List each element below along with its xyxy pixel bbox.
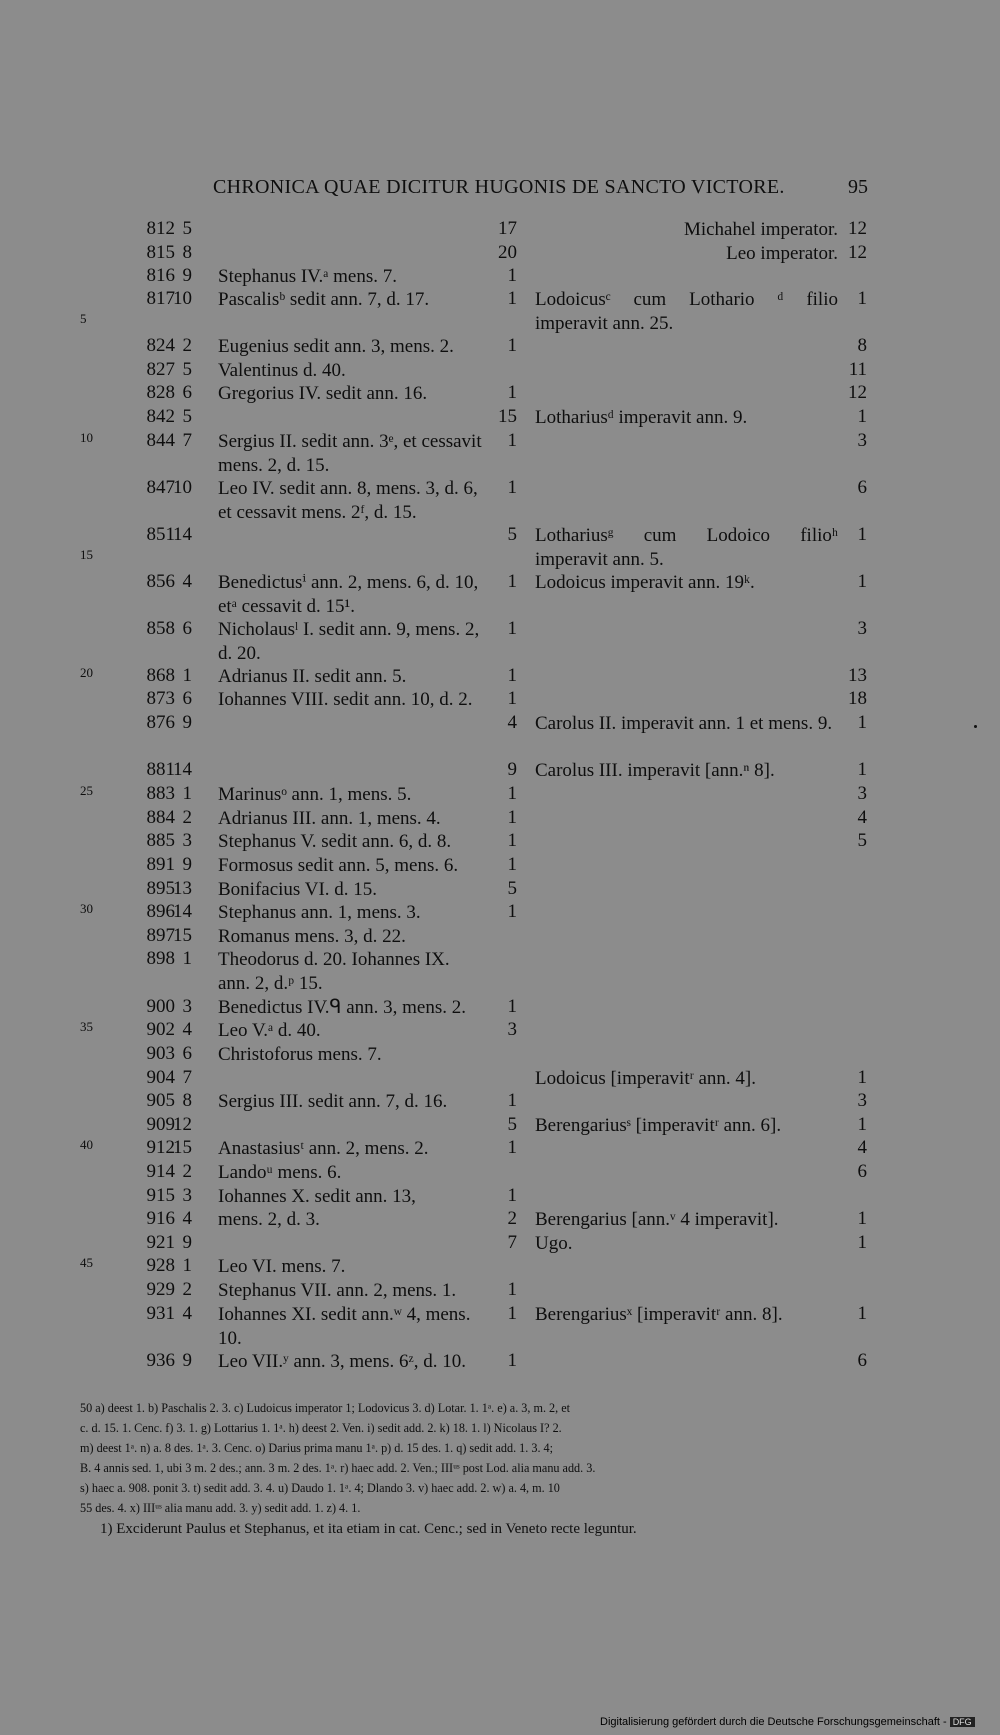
emperor-count: 1 (857, 1303, 867, 1324)
remark-note: 1) Exciderunt Paulus et Stephanus, et ita etiam in cat. Cenc.; sed in Veneto recte leguntur. (100, 1521, 637, 1537)
pope-entry: Iohannes VIII. sedit ann. 10, d. 2. (218, 689, 473, 710)
index-cell: 14 (173, 901, 192, 922)
pope-count: 1 (507, 618, 517, 639)
year-cell: 903 (146, 1043, 175, 1064)
year-cell: 844 (146, 430, 175, 451)
pope-entry: Sergius II. sedit ann. 3ᵉ, et cessavit mens. 2, d. 15. (218, 431, 482, 476)
pope-count: 1 (507, 1185, 517, 1206)
index-cell: 2 (182, 1279, 192, 1300)
pope-entry: Bonifacius VI. d. 15. (218, 879, 378, 900)
emperor-count: 1 (857, 1114, 867, 1135)
index-cell: 3 (182, 996, 192, 1017)
emperor-entry: Ugo. (535, 1233, 573, 1254)
index-cell: 1 (182, 948, 192, 969)
pope-entry: Anastasiusᵗ ann. 2, mens. 2. (218, 1138, 429, 1159)
emperor-count: 12 (848, 218, 867, 239)
line-number: 20 (80, 665, 93, 680)
footer-credit (600, 1716, 1000, 1728)
emperor-count: 4 (857, 1137, 867, 1158)
pope-entry: Stephanus V. sedit ann. 6, d. 8. (218, 831, 452, 852)
index-cell: 4 (182, 1303, 192, 1324)
pope-count: 1 (507, 265, 517, 286)
pope-count: 1 (507, 1303, 517, 1324)
pope-entry: Landoᵘ mens. 6. (218, 1162, 342, 1183)
emperor-count: 4 (857, 807, 867, 828)
pope-entry: Romanus mens. 3, d. 22. (218, 926, 406, 947)
year-cell: 883 (146, 783, 175, 804)
year-cell: 891 (146, 854, 175, 875)
pope-count: 1 (507, 665, 517, 686)
year-cell: 896 (146, 901, 175, 922)
footer-text: Digitalisierung gefördert durch die Deutsche Forschungsgemeinschaft - (600, 1716, 947, 1728)
year-cell: 902 (146, 1019, 175, 1040)
year-cell: 827 (146, 359, 175, 380)
pope-count: 1 (507, 1279, 517, 1300)
index-cell: 9 (182, 1350, 192, 1371)
pope-entry: Valentinus d. 40. (218, 360, 346, 381)
scan-speck (974, 725, 977, 728)
pope-count: 3 (507, 1019, 517, 1040)
pope-entry: Leo VII.ʸ ann. 3, mens. 6ᶻ, d. 10. (218, 1351, 466, 1372)
pope-count: 1 (507, 382, 517, 403)
index-cell: 7 (182, 1067, 192, 1088)
year-cell: 884 (146, 807, 175, 828)
pope-entry: Sergius III. sedit ann. 7, d. 16. (218, 1091, 448, 1112)
emperor-count: 18 (848, 688, 867, 709)
footnote-line: c. d. 15. 1. Cenc. f) 3. 1. g) Lottarius 1. 1ᵃ. h) deest 2. Ven. i) sedit add. 2. k) 18. 1. l) Nicolaus I? 2. (80, 1421, 562, 1435)
emperor-count: 13 (848, 665, 867, 686)
year-cell: 881 (146, 759, 175, 780)
year-cell: 929 (146, 1279, 175, 1300)
emperor-count: 6 (857, 1161, 867, 1182)
index-cell: 4 (182, 1208, 192, 1229)
emperor-count: 11 (848, 359, 867, 380)
emperor-entry: Carolus II. imperavit ann. 1 et mens. 9. (535, 713, 833, 734)
index-cell: 2 (182, 807, 192, 828)
index-cell: 7 (182, 430, 192, 451)
index-cell: 1 (182, 1255, 192, 1276)
emperor-entry: Lothariusᵍ cum Lodoico filioʰ imperavit ann. 5. (535, 525, 838, 570)
footnote-line: 50 a) deest 1. b) Paschalis 2. 3. c) Ludoicus imperator 1; Lodovicus 3. d) Lotar. 1. 1ᵃ. e) a. 3, m. 2, et (80, 1401, 571, 1415)
index-cell: 4 (182, 1019, 192, 1040)
emperor-entry: Michahel imperator. (683, 219, 838, 240)
index-cell: 2 (182, 335, 192, 356)
emperor-entry: Lodoicusᶜ cum Lothario ᵈ filio imperavit ann. 25. (535, 289, 838, 334)
pope-count: 5 (507, 878, 517, 899)
pope-count: 5 (507, 1114, 517, 1135)
index-cell: 14 (173, 759, 192, 780)
year-cell: 858 (146, 618, 175, 639)
emperor-count: 8 (857, 335, 867, 356)
index-cell: 3 (182, 1185, 192, 1206)
pope-count: 9 (507, 759, 517, 780)
year-cell: 851 (146, 524, 175, 545)
pope-count: 1 (507, 335, 517, 356)
pope-count: 1 (507, 430, 517, 451)
year-cell: 916 (146, 1208, 175, 1229)
pope-entry: Nicholausˡ I. sedit ann. 9, mens. 2, d. 20. (218, 619, 480, 664)
pope-entry: Benedictus IV.ᑫ ann. 3, mens. 2. (218, 997, 467, 1018)
pope-entry: Leo VI. mens. 7. (218, 1256, 346, 1277)
emperor-count: 5 (857, 830, 867, 851)
pope-count: 1 (507, 688, 517, 709)
pope-count: 1 (507, 830, 517, 851)
pope-count: 1 (507, 477, 517, 498)
year-cell: 817 (146, 288, 175, 309)
pope-count: 4 (507, 712, 517, 733)
page-number: 95 (848, 176, 868, 198)
index-cell: 10 (173, 288, 192, 309)
year-cell: 915 (146, 1185, 175, 1206)
index-cell: 4 (182, 571, 192, 592)
year-cell: 936 (146, 1350, 175, 1371)
emperor-count: 12 (848, 242, 867, 263)
pope-entry: Stephanus VII. ann. 2, mens. 1. (218, 1280, 457, 1301)
index-cell: 6 (182, 618, 192, 639)
year-cell: 898 (146, 948, 175, 969)
index-cell: 1 (182, 665, 192, 686)
pope-entry: Marinusᵒ ann. 1, mens. 5. (218, 784, 412, 805)
pope-entry: Iohannes XI. sedit ann.ʷ 4, mens. 10. (218, 1304, 471, 1349)
emperor-count: 6 (857, 477, 867, 498)
pope-count: 1 (507, 1090, 517, 1111)
line-number: 10 (80, 430, 93, 445)
pope-count: 7 (507, 1232, 517, 1253)
year-cell: 905 (146, 1090, 175, 1111)
emperor-count: 12 (848, 382, 867, 403)
year-cell: 928 (146, 1255, 175, 1276)
pope-count: 17 (498, 218, 517, 239)
year-cell: 824 (146, 335, 175, 356)
index-cell: 9 (182, 712, 192, 733)
emperor-entry: Lothariusᵈ imperavit ann. 9. (535, 407, 748, 428)
emperor-count: 6 (857, 1350, 867, 1371)
index-cell: 14 (173, 524, 192, 545)
emperor-count: 3 (857, 618, 867, 639)
footnote-line: 55 des. 4. x) IIIᵘˢ alia manu add. 3. y) sedit add. 1. z) 4. 1. (80, 1501, 361, 1515)
emperor-entry: Leo imperator. (726, 243, 838, 264)
index-cell: 9 (182, 1232, 192, 1253)
line-number: 30 (80, 901, 93, 916)
index-cell: 5 (182, 359, 192, 380)
line-number: 15 (80, 547, 93, 562)
emperor-count: 3 (857, 430, 867, 451)
index-cell: 9 (182, 854, 192, 875)
pope-count: 1 (507, 901, 517, 922)
footnote-line: m) deest 1ᵃ. n) a. 8 des. 1ᵃ. 3. Cenc. o) Darius prima manu 1ᵃ. p) d. 15 des. 1. q) sedit add. 1. 3. 4; (80, 1441, 554, 1455)
year-cell: 856 (146, 571, 175, 592)
emperor-count: 1 (857, 1208, 867, 1229)
pope-entry: Theodorus d. 20. Iohannes IX. ann. 2, d.ᵖ 15. (218, 949, 450, 994)
year-cell: 931 (146, 1303, 175, 1324)
index-cell: 10 (173, 477, 192, 498)
index-cell: 12 (173, 1114, 192, 1135)
year-cell: 885 (146, 830, 175, 851)
pope-entry: Stephanus ann. 1, mens. 3. (218, 902, 421, 923)
index-cell: 1 (182, 783, 192, 804)
line-number: 45 (80, 1255, 93, 1270)
index-cell: 15 (173, 925, 192, 946)
emperor-entry: Lodoicus imperavit ann. 19ᵏ. (535, 572, 755, 593)
index-cell: 6 (182, 688, 192, 709)
pope-entry: Christoforus mens. 7. (218, 1044, 382, 1065)
footnote-line: s) haec a. 908. ponit 3. t) sedit add. 3. 4. u) Daudo 1. 1ᵃ. 4; Dlando 3. v) haec add. 2. w) a. 4, m. 10 (80, 1481, 560, 1495)
index-cell: 13 (173, 878, 192, 899)
year-cell: 828 (146, 382, 175, 403)
pope-count: 20 (498, 242, 517, 263)
pope-entry: Adrianus II. sedit ann. 5. (218, 666, 407, 687)
pope-count: 15 (498, 406, 517, 427)
pope-count: 1 (507, 996, 517, 1017)
emperor-count: 1 (857, 571, 867, 592)
year-cell: 900 (146, 996, 175, 1017)
emperor-count: 3 (857, 783, 867, 804)
year-cell: 847 (146, 477, 175, 498)
emperor-count: 1 (857, 406, 867, 427)
pope-entry: Adrianus III. ann. 1, mens. 4. (218, 808, 441, 829)
emperor-count: 1 (857, 1067, 867, 1088)
pope-entry: Formosus sedit ann. 5, mens. 6. (218, 855, 459, 876)
pope-entry: Benedictusⁱ ann. 2, mens. 6, d. 10, etᵃ cessavit d. 15¹. (218, 572, 479, 617)
emperor-count: 1 (857, 524, 867, 545)
index-cell: 5 (182, 218, 192, 239)
pope-count: 1 (507, 1137, 517, 1158)
page-title: CHRONICA QUAE DICITUR HUGONIS DE SANCTO VICTORE. (213, 176, 785, 198)
year-cell: 909 (146, 1114, 175, 1135)
pope-entry: Leo V.ᵃ d. 40. (218, 1020, 321, 1041)
emperor-count: 1 (857, 1232, 867, 1253)
line-number: 40 (80, 1137, 93, 1152)
line-number: 25 (80, 783, 93, 798)
year-cell: 921 (146, 1232, 175, 1253)
index-cell: 8 (182, 1090, 192, 1111)
emperor-entry: Lodoicus [imperavitʳ ann. 4]. (535, 1068, 756, 1089)
emperor-count: 3 (857, 1090, 867, 1111)
index-cell: 6 (182, 1043, 192, 1064)
index-cell: 6 (182, 382, 192, 403)
pope-entry: Gregorius IV. sedit ann. 16. (218, 383, 428, 404)
pope-count: 1 (507, 807, 517, 828)
year-cell: 812 (146, 218, 175, 239)
line-number: 5 (80, 311, 87, 326)
pope-entry: Iohannes X. sedit ann. 13, (218, 1186, 416, 1207)
pope-entry: Eugenius sedit ann. 3, mens. 2. (218, 336, 454, 357)
emperor-entry: Berengariusˣ [imperavitʳ ann. 8]. (535, 1304, 783, 1325)
dfg-logo-icon: DFG (950, 1717, 975, 1727)
emperor-entry: Berengariusˢ [imperavitʳ ann. 6]. (535, 1115, 782, 1136)
emperor-count: 1 (857, 712, 867, 733)
pope-entry: mens. 2, d. 3. (218, 1209, 320, 1230)
index-cell: 9 (182, 265, 192, 286)
year-cell: 876 (146, 712, 175, 733)
emperor-count: 1 (857, 288, 867, 309)
footnote-line: B. 4 annis sed. 1, ubi 3 m. 2 des.; ann. 3 m. 2 des. 1ᵃ. r) haec add. 2. Ven.; IIIᵘˢ post Lod. alia manu add. 3. (80, 1461, 596, 1475)
year-cell: 842 (146, 406, 175, 427)
index-cell: 2 (182, 1161, 192, 1182)
year-cell: 873 (146, 688, 175, 709)
pope-count: 2 (507, 1208, 517, 1229)
pope-count: 1 (507, 571, 517, 592)
pope-count: 1 (507, 288, 517, 309)
pope-count: 1 (507, 854, 517, 875)
index-cell: 15 (173, 1137, 192, 1158)
pope-entry: Leo IV. sedit ann. 8, mens. 3, d. 6, et cessavit mens. 2ᶠ, d. 15. (218, 478, 478, 523)
year-cell: 816 (146, 265, 175, 286)
year-cell: 895 (146, 878, 175, 899)
year-cell: 897 (146, 925, 175, 946)
pope-entry: Pascalisᵇ sedit ann. 7, d. 17. (218, 289, 430, 310)
year-cell: 914 (146, 1161, 175, 1182)
pope-count: 1 (507, 1350, 517, 1371)
index-cell: 8 (182, 242, 192, 263)
emperor-entry: Berengarius [ann.ᵛ 4 imperavit]. (535, 1209, 779, 1230)
emperor-entry: Carolus III. imperavit [ann.ⁿ 8]. (535, 760, 775, 781)
footnotes (80, 1398, 870, 1518)
pope-count: 5 (507, 524, 517, 545)
index-cell: 5 (182, 406, 192, 427)
pope-count: 1 (507, 783, 517, 804)
year-cell: 904 (146, 1067, 175, 1088)
year-cell: 868 (146, 665, 175, 686)
emperor-count: 1 (857, 759, 867, 780)
line-number: 35 (80, 1019, 93, 1034)
pope-entry: Stephanus IV.ᵃ mens. 7. (218, 266, 398, 287)
year-cell: 815 (146, 242, 175, 263)
year-cell: 912 (146, 1137, 175, 1158)
index-cell: 3 (182, 830, 192, 851)
